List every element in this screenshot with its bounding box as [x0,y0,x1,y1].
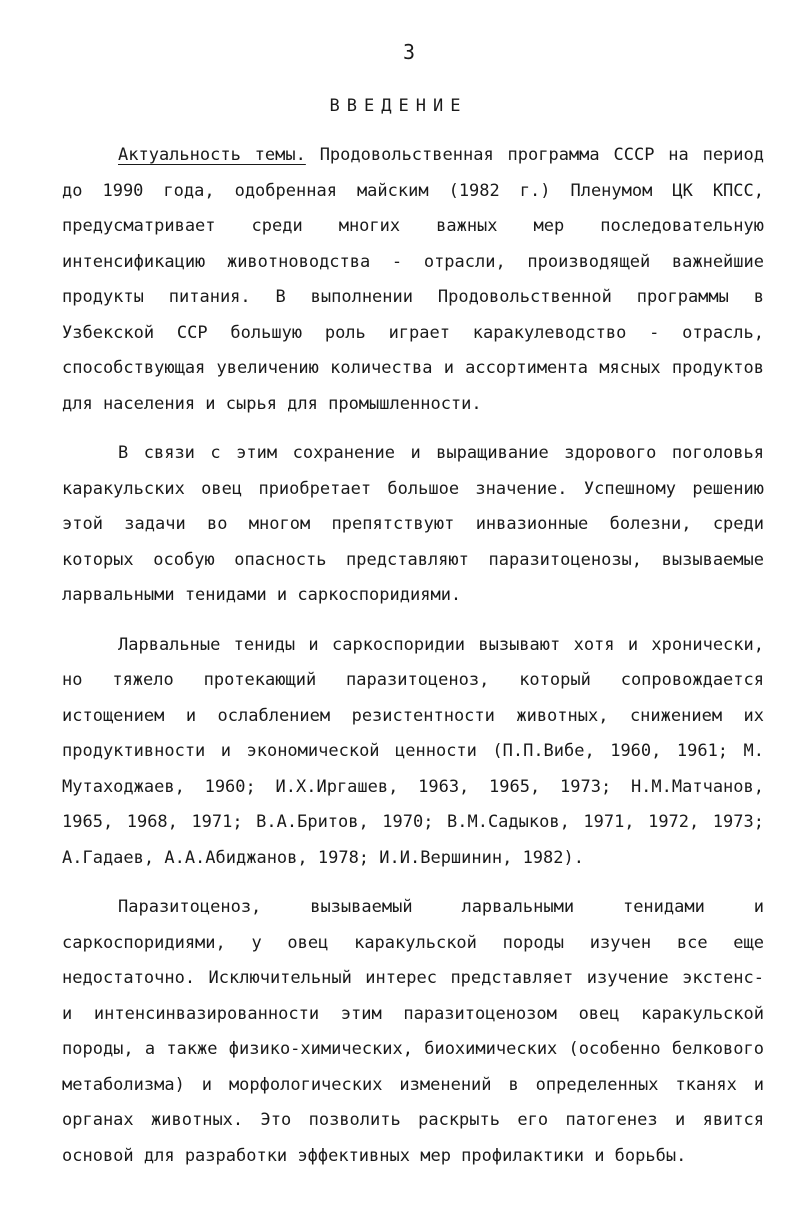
paragraph-pathology: Ларвальные тениды и саркоспоридии вызывают хотя и хронически, но тяжело протекающий паразитоценоз, который сопровождается истощением и ослаблением резистентности животных, снижением их продуктивности и экономической ценности (П.П.Вибе, 1960, 1961; М. Мутаходжаев, 1960; И.Х.Иргашев, 1963, 1965, 1973; Н.М.Матчанов, 1965, 1968, 1971; В.А.Бритов, 1970; В.М.Садыков, 1971, 1972, 1973; А.Гадаев, А.А.Абиджанов, 1978; И.И.Вершинин, 1982). [62,634,764,868]
section-heading: ВВЕДЕНИЕ [329,96,468,116]
page-number: 3 [402,40,416,64]
paragraph-text: Продовольственная программа СССР на период до 1990 года, одобренная майским (1982 г.) Пленумом ЦК КПСС, предусматривает среди многих важных мер последовательную интенсификацию животноводства - отрасли, производящей важнейшие продукты питания. В выполнении Продовольственной программы в Узбекской ССР большую роль играет каракулеводство - отрасль, способствующая увеличению количества и ассортимента мясных продуктов для населения и сырья для промышленности. [62,145,764,414]
paragraph-significance: В связи с этим сохранение и выращивание здорового поголовья каракульских овец приобретает большое значение. Успешному решению этой задачи во многом препятствуют инвазионные болезни, среди которых особую опасность представляют паразитоценозы, вызываемые ларвальными тенидами и саркоспоридиями. [62,443,764,605]
body-text [62,138,764,1188]
relevance-lead: Актуальность темы. [118,145,306,165]
paragraph-relevance [62,138,764,422]
paragraph-research-gap: Паразитоценоз, вызываемый ларвальными тенидами и саркоспоридиями, у овец каракульской породы изучен все еще недостаточно. Исключительный интерес представляет изучение экстенс- и интенсинвазированности этим паразитоценозом овец каракульской породы, а также физико-химических, биохимических (особенно белкового метаболизма) и морфологических изменений в определенных тканях и органах животных. Это позволить раскрыть его патогенез и явится основой для разработки эффективных мер профилактики и борьбы. [62,897,764,1166]
